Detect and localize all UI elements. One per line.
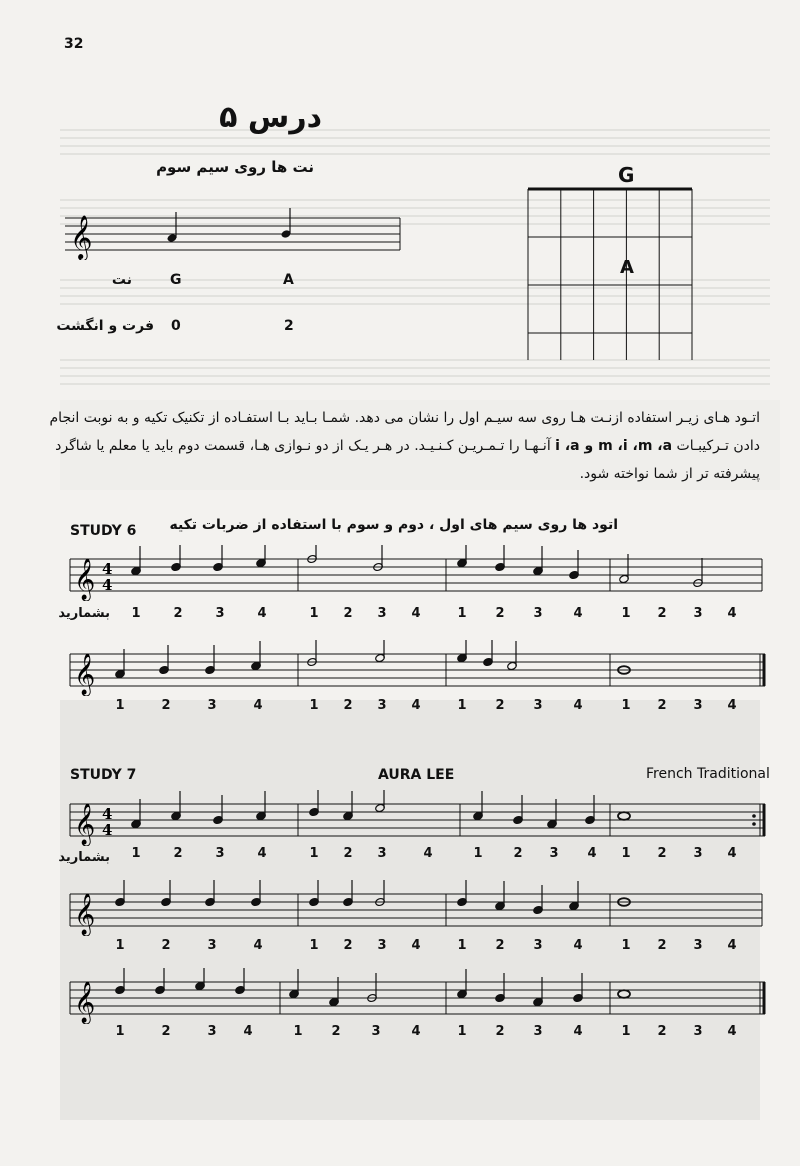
count-2: 2: [657, 606, 667, 621]
chord-diagram: [520, 185, 700, 365]
count-3: 3: [693, 606, 703, 621]
count-3: 3: [377, 606, 387, 621]
count-2: 2: [343, 846, 353, 861]
time-signature-top: 4: [102, 560, 113, 578]
count-1: 1: [309, 938, 319, 953]
count-4: 4: [257, 846, 267, 861]
finger-combinations: m ،i ،m ،a و i ،a: [555, 438, 673, 454]
count-2: 2: [343, 606, 353, 621]
treble-clef-icon: 𝄞: [74, 804, 96, 845]
note-name-g: G: [170, 272, 182, 288]
count-3: 3: [693, 698, 703, 713]
count-1: 1: [621, 938, 631, 953]
count-3: 3: [533, 1024, 543, 1039]
count-4: 4: [411, 606, 421, 621]
count-1: 1: [293, 1024, 303, 1039]
treble-clef-icon: 𝄞: [74, 654, 96, 695]
chord-dot-label: A: [620, 257, 634, 278]
count-3: 3: [207, 1024, 217, 1039]
study7-staff-1: [0, 790, 800, 846]
count-2: 2: [657, 846, 667, 861]
count-2: 2: [513, 846, 523, 861]
count-2: 2: [161, 1024, 171, 1039]
count-4: 4: [573, 606, 583, 621]
fret-number-a: 2: [284, 318, 294, 334]
paragraph-line-3: پیشرفته تر از شما نواخته شود.: [579, 466, 760, 482]
whole-note: [618, 990, 630, 998]
fret-number-g: 0: [171, 318, 181, 334]
count-4: 4: [727, 698, 737, 713]
count-2: 2: [161, 938, 171, 953]
count-2: 2: [495, 1024, 505, 1039]
count-3: 3: [371, 1024, 381, 1039]
count-2: 2: [495, 606, 505, 621]
chord-name: G: [618, 163, 635, 187]
count-1: 1: [309, 606, 319, 621]
count-1: 1: [621, 606, 631, 621]
count-4: 4: [411, 698, 421, 713]
page-number: 32: [64, 36, 84, 52]
count-1: 1: [131, 846, 141, 861]
treble-clef-icon: 𝄞: [70, 215, 93, 259]
study6-staff-1: [0, 545, 800, 601]
count-3: 3: [533, 938, 543, 953]
study6-count-label: بشمارید: [58, 606, 110, 621]
count-2: 2: [495, 938, 505, 953]
study7-label: STUDY 7: [70, 767, 137, 783]
count-1: 1: [473, 846, 483, 861]
count-2: 2: [657, 938, 667, 953]
paragraph-line-1: اتـود هـای زیـر استفاده ازنـت هـا روی سه سیـم اول را نشان می دهد. شمـا بـاید بـا استفـاده از تکنیک تکیه و به نوبت انجام: [49, 410, 760, 426]
treble-clef-icon: 𝄞: [74, 982, 96, 1023]
count-2: 2: [343, 938, 353, 953]
count-2: 2: [657, 698, 667, 713]
count-3: 3: [693, 938, 703, 953]
treble-clef-icon: 𝄞: [74, 559, 96, 600]
count-3: 3: [693, 1024, 703, 1039]
count-2: 2: [173, 606, 183, 621]
count-4: 4: [573, 1024, 583, 1039]
notes-label: نت: [111, 272, 132, 288]
lesson-title: درس ۵: [219, 100, 322, 135]
paragraph-line-2-pre: دادن تـرکیبـات: [676, 438, 760, 454]
count-3: 3: [533, 606, 543, 621]
treble-clef-icon: 𝄞: [74, 894, 96, 935]
count-2: 2: [161, 698, 171, 713]
count-2: 2: [331, 1024, 341, 1039]
study6-heading: اتود ها روی سیم های اول ، دوم و سوم با استفاده از ضربات تکیه: [169, 517, 618, 533]
count-3: 3: [549, 846, 559, 861]
time-signature-top: 4: [102, 805, 113, 823]
count-3: 3: [377, 846, 387, 861]
study7-count-label: بشمارید: [58, 850, 110, 865]
count-1: 1: [309, 846, 319, 861]
study7-staff-2: [0, 880, 800, 936]
count-3: 3: [207, 698, 217, 713]
count-4: 4: [253, 698, 263, 713]
count-2: 2: [657, 1024, 667, 1039]
lesson-staff: [0, 200, 420, 260]
count-2: 2: [495, 698, 505, 713]
count-4: 4: [243, 1024, 253, 1039]
count-1: 1: [621, 1024, 631, 1039]
study6-label: STUDY 6: [70, 523, 137, 539]
study7-composer: French Traditional: [646, 766, 770, 782]
count-2: 2: [173, 846, 183, 861]
count-1: 1: [115, 938, 125, 953]
count-3: 3: [207, 938, 217, 953]
count-3: 3: [215, 606, 225, 621]
paragraph-line-2-post: آنـهـا را تـمـریـن کـنـیـد. در هـر یـک از دو نـوازی هـا، قسمت دوم باید یا معلم یا شاگرد: [55, 438, 551, 454]
count-4: 4: [587, 846, 597, 861]
count-1: 1: [115, 1024, 125, 1039]
count-3: 3: [215, 846, 225, 861]
fret-finger-label: فرت و انگشت: [56, 318, 154, 334]
count-4: 4: [727, 606, 737, 621]
count-1: 1: [309, 698, 319, 713]
count-4: 4: [727, 846, 737, 861]
count-1: 1: [457, 698, 467, 713]
count-1: 1: [621, 846, 631, 861]
study7-staff-3: [0, 968, 800, 1024]
count-3: 3: [377, 698, 387, 713]
count-4: 4: [253, 938, 263, 953]
lesson-subtitle: نت ها روی سیم سوم: [156, 158, 314, 176]
whole-note: [618, 812, 630, 820]
count-1: 1: [457, 1024, 467, 1039]
paragraph-line-2: [55, 432, 760, 460]
count-4: 4: [727, 938, 737, 953]
count-4: 4: [411, 938, 421, 953]
count-2: 2: [343, 698, 353, 713]
count-1: 1: [457, 938, 467, 953]
count-4: 4: [727, 1024, 737, 1039]
count-3: 3: [377, 938, 387, 953]
time-signature-bottom: 4: [102, 576, 113, 594]
time-signature-bottom: 4: [102, 821, 113, 839]
count-4: 4: [411, 1024, 421, 1039]
count-3: 3: [533, 698, 543, 713]
count-3: 3: [693, 846, 703, 861]
study7-title: AURA LEE: [378, 767, 455, 783]
count-4: 4: [423, 846, 433, 861]
study6-staff-2: [0, 640, 800, 696]
note-name-a: A: [283, 272, 294, 288]
count-1: 1: [131, 606, 141, 621]
count-1: 1: [621, 698, 631, 713]
count-4: 4: [257, 606, 267, 621]
count-4: 4: [573, 938, 583, 953]
count-1: 1: [457, 606, 467, 621]
count-1: 1: [115, 698, 125, 713]
count-4: 4: [573, 698, 583, 713]
